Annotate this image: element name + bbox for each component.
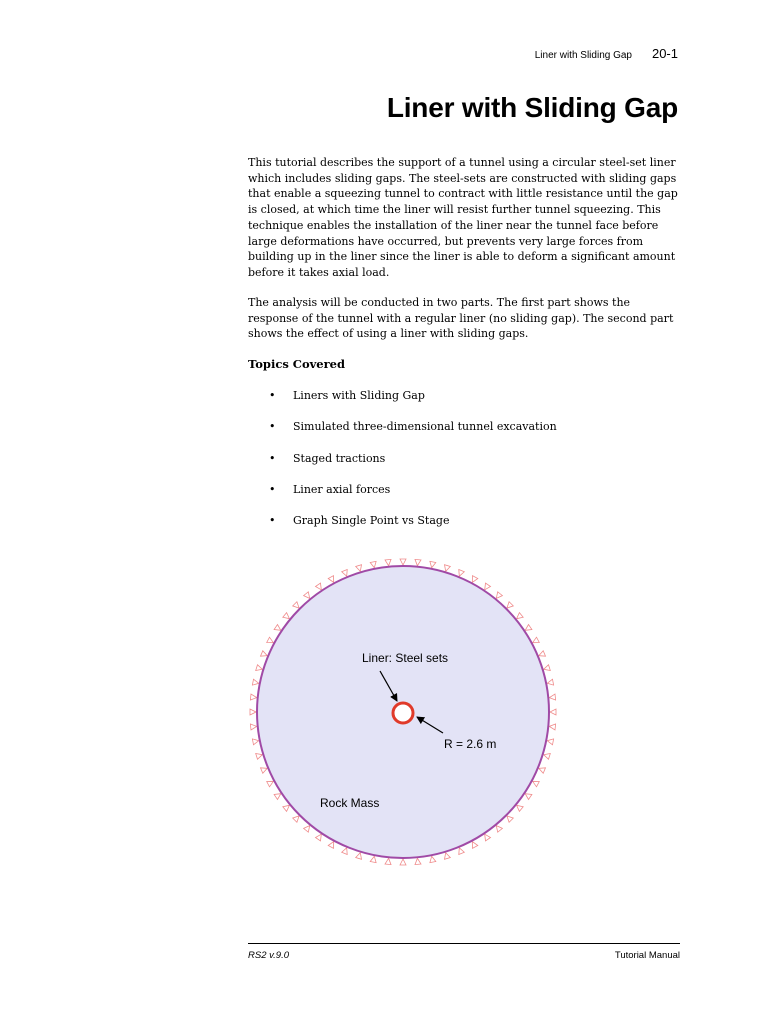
restraint-mark: [304, 592, 310, 599]
liner-label: Liner: Steel sets: [362, 651, 449, 665]
radius-label: R = 2.6 m: [444, 737, 497, 751]
restraint-mark: [549, 694, 555, 700]
intro-paragraph: This tutorial describes the support of a tunnel using a circular steel-set liner which includes sliding gaps. The steel-sets are constructed with sliding gaps that enable a squeezing tunnel to contract with little resistance until the gap is closed, at which time the liner will resist further tunnel squeezing. This technique enables the installation of the liner near the tunnel face before large deformations have occurred, but prevents very large forces from building up in the liner since the liner is able to deform a significant amount before it takes axial load.: [248, 156, 678, 279]
restraint-mark: [415, 559, 421, 565]
restraint-mark: [472, 842, 478, 849]
restraint-mark: [550, 709, 556, 715]
restraint-mark: [525, 625, 532, 631]
restraint-mark: [400, 859, 406, 865]
restraint-mark: [517, 805, 524, 811]
restraint-mark: [549, 724, 555, 730]
restraint-mark: [539, 651, 546, 657]
analysis-paragraph: The analysis will be conducted in two parts. The first part shows the response of the tunnel with a regular liner (no sliding gap). The second part shows the effect of using a liner with sliding gaps.: [248, 296, 674, 341]
restraint-mark: [356, 565, 362, 572]
header-page-number: 20-1: [651, 46, 678, 61]
restraint-mark: [370, 561, 376, 567]
restraint-mark: [385, 858, 391, 864]
chapter-title: Liner with Sliding Gap: [386, 92, 678, 123]
model-figure: [246, 550, 566, 872]
list-item: [248, 452, 557, 483]
restraint-mark: [485, 583, 491, 590]
restraint-mark: [507, 816, 513, 822]
restraint-mark: [342, 848, 348, 855]
restraint-mark: [250, 724, 256, 730]
restraint-mark: [250, 709, 256, 715]
restraint-mark: [283, 613, 290, 619]
bullet-icon: •: [269, 514, 276, 528]
page-footer: [248, 943, 680, 961]
restraint-mark: [283, 805, 290, 811]
footer-manual: Tutorial Manual: [614, 950, 680, 961]
restraint-mark: [496, 826, 502, 833]
restraint-mark: [445, 853, 451, 860]
restraint-mark: [459, 848, 465, 855]
restraint-mark: [507, 602, 513, 608]
list-item: [248, 514, 557, 545]
bullet-icon: •: [269, 482, 276, 496]
restraint-mark: [261, 768, 268, 774]
restraint-mark: [544, 754, 551, 760]
restraint-mark: [293, 602, 299, 608]
header-section-name: Liner with Sliding Gap: [534, 50, 632, 61]
restraint-mark: [533, 637, 540, 643]
list-item: [248, 420, 557, 451]
restraint-mark: [356, 853, 362, 860]
restraint-mark: [267, 637, 274, 643]
restraint-mark: [533, 781, 540, 787]
liner-ring: [393, 703, 413, 723]
restraint-mark: [316, 834, 322, 841]
restraint-mark: [415, 858, 421, 864]
model-diagram: [246, 550, 566, 872]
restraint-mark: [274, 625, 281, 631]
restraint-mark: [261, 651, 268, 657]
restraint-mark: [342, 570, 348, 577]
restraint-mark: [274, 794, 281, 800]
restraint-mark: [539, 768, 546, 774]
running-header: [248, 46, 678, 66]
bullet-icon: •: [269, 420, 276, 434]
bullet-icon: •: [269, 451, 276, 465]
topics-list: [248, 389, 557, 545]
list-item: [248, 389, 557, 420]
topic-label: Liners with Sliding Gap: [293, 389, 425, 402]
topics-heading: Topics Covered: [248, 357, 346, 371]
topic-label: Staged tractions: [293, 451, 386, 465]
restraint-mark: [250, 694, 256, 700]
bullet-icon: •: [269, 389, 276, 402]
restraint-mark: [328, 576, 334, 583]
restraint-mark: [316, 583, 322, 590]
restraint-mark: [304, 826, 310, 833]
restraint-mark: [400, 559, 406, 565]
restraint-mark: [472, 576, 478, 583]
restraint-mark: [256, 665, 263, 671]
restraint-mark: [252, 679, 258, 685]
restraint-mark: [385, 559, 391, 565]
restraint-mark: [445, 565, 451, 572]
topic-label: Simulated three-dimensional tunnel excavation: [293, 420, 557, 434]
rock-mass-label: Rock Mass: [320, 796, 380, 810]
restraint-mark: [370, 856, 376, 862]
restraint-mark: [252, 739, 258, 745]
restraint-mark: [547, 679, 553, 685]
restraint-mark: [517, 613, 524, 619]
restraint-mark: [256, 754, 263, 760]
restraint-mark: [547, 739, 553, 745]
restraint-mark: [430, 856, 436, 862]
restraint-mark: [544, 665, 551, 671]
topic-label: Graph Single Point vs Stage: [293, 514, 450, 528]
restraint-mark: [328, 842, 334, 849]
restraint-mark: [267, 781, 274, 787]
restraint-mark: [430, 561, 436, 567]
restraint-mark: [525, 794, 532, 800]
restraint-mark: [293, 816, 299, 822]
restraint-mark: [485, 834, 491, 841]
topic-label: Liner axial forces: [293, 482, 391, 496]
restraint-mark: [496, 592, 502, 599]
restraint-mark: [459, 570, 465, 577]
list-item: [248, 483, 557, 514]
footer-version: RS2 v.9.0: [248, 950, 290, 961]
